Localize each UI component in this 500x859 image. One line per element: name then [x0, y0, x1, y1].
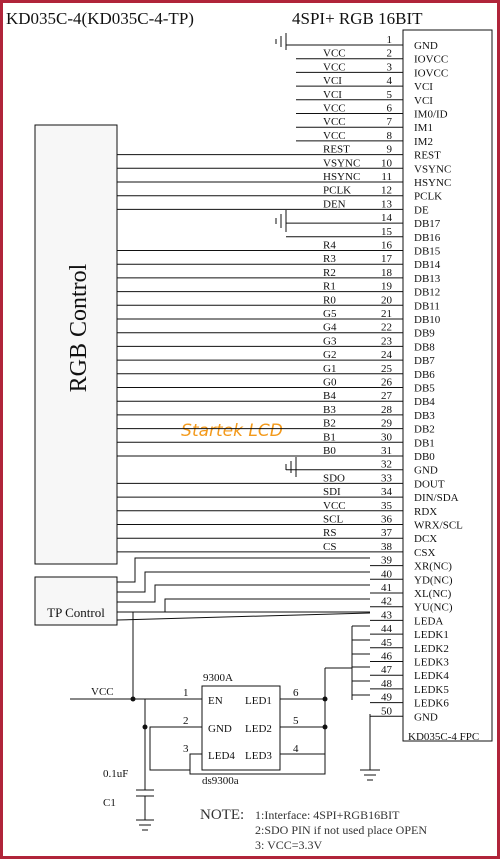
driver-name: 9300A [203, 672, 233, 684]
driver-pin-led3: LED3 [245, 750, 272, 762]
fpc-pin-number-3: 3 [386, 61, 392, 74]
net-label-11: HSYNC [323, 171, 361, 183]
fpc-pin-name-17: DB14 [414, 259, 441, 272]
driver-pin-num-1: 1 [183, 687, 189, 699]
fpc-pin-number-35: 35 [381, 499, 392, 512]
fpc-pin-number-45: 45 [381, 636, 392, 649]
fpc-pin-number-39: 39 [381, 554, 392, 567]
fpc-pin-name-1: GND [414, 40, 438, 52]
fpc-pin-number-23: 23 [381, 335, 392, 348]
fpc-pin-number-16: 16 [381, 239, 392, 252]
fpc-pin-name-12: PCLK [414, 190, 443, 203]
fpc-pin-number-34: 34 [381, 486, 392, 499]
note-line-2: 2:SDO PIN if not used place OPEN [255, 823, 427, 837]
fpc-pin-number-43: 43 [381, 609, 392, 622]
fpc-pin-number-12: 12 [381, 184, 392, 197]
rgb-control-label: RGB Control [66, 263, 92, 393]
fpc-pin-number-22: 22 [381, 321, 392, 334]
fpc-pin-name-21: DB10 [414, 314, 441, 326]
fpc-pin-name-9: REST [414, 149, 441, 162]
fpc-pin-name-8: IM2 [414, 135, 433, 148]
fpc-pin-number-11: 11 [381, 171, 392, 183]
net-label-25: G1 [323, 362, 337, 375]
fpc-pin-name-30: DB1 [414, 437, 435, 450]
net-label-19: R1 [323, 280, 336, 293]
fpc-pin-name-22: DB9 [414, 327, 435, 340]
fpc-pin-number-5: 5 [386, 88, 392, 101]
led-wiring [133, 612, 370, 700]
net-label-28: B3 [323, 403, 336, 416]
title-model: KD035C-4(KD035C-4-TP) [6, 9, 194, 28]
fpc-pin-number-7: 7 [386, 116, 392, 129]
driver-pin-num-4: 4 [293, 743, 299, 755]
driver-part: ds9300a [202, 775, 239, 787]
driver-pin-led1: LED1 [245, 695, 272, 707]
fpc-pin-number-8: 8 [386, 129, 392, 142]
driver-pin-en: EN [208, 695, 223, 707]
fpc-pin-name-44: LEDK1 [414, 629, 449, 642]
net-label-29: B2 [323, 417, 336, 430]
net-label-37: RS [323, 527, 337, 540]
ground-symbol-pin50 [360, 714, 380, 780]
net-label-12: PCLK [323, 184, 352, 197]
fpc-pin-name-47: LEDK4 [414, 670, 449, 683]
fpc-pin-name-14: DB17 [414, 218, 441, 231]
fpc-pin-number-47: 47 [381, 664, 392, 677]
tp-control-wires [117, 558, 370, 620]
fpc-pin-number-29: 29 [381, 417, 392, 430]
net-label-13: DEN [323, 198, 346, 211]
fpc-pin-name-39: XR(NC) [414, 560, 452, 573]
fpc-pin-name-29: DB2 [414, 423, 435, 436]
driver-pin-led2: LED2 [245, 723, 272, 735]
net-label-33: SDO [323, 472, 346, 485]
fpc-pin-name-48: LEDK5 [414, 683, 449, 696]
fpc-pin-number-27: 27 [381, 390, 392, 403]
note-line-1: 1:Interface: 4SPI+RGB16BIT [255, 808, 400, 822]
fpc-pin-name-41: XL(NC) [414, 588, 452, 600]
fpc-pin-number-25: 25 [381, 362, 392, 375]
driver-pin-num-2: 2 [183, 715, 189, 727]
fpc-pin-number-1: 1 [386, 34, 392, 46]
net-label-18: R2 [323, 266, 336, 279]
fpc-label: KD035C-4 FPC [408, 731, 480, 743]
fpc-pin-name-20: DB11 [414, 300, 440, 313]
fpc-pin-name-24: DB7 [414, 355, 435, 368]
driver-pin-num-3: 3 [183, 743, 189, 755]
fpc-pin-name-45: LEDK2 [414, 642, 449, 655]
net-label-3: VCC [323, 61, 346, 74]
fpc-pin-name-16: DB15 [414, 245, 441, 258]
net-label-8: VCC [323, 129, 346, 142]
fpc-pin-name-28: DB3 [414, 409, 435, 422]
vcc-junction-dot [131, 697, 136, 702]
net-label-23: G3 [323, 335, 337, 348]
driver-pin-num-5: 5 [293, 715, 299, 727]
fpc-pin-number-24: 24 [381, 349, 392, 362]
net-label-22: G4 [323, 321, 337, 334]
fpc-pin-number-33: 33 [381, 472, 392, 485]
fpc-pin-number-42: 42 [381, 595, 392, 608]
fpc-pin-name-38: CSX [414, 546, 436, 559]
fpc-pin-name-50: GND [414, 711, 438, 724]
led-junction-dot-1 [323, 697, 328, 702]
vcc-label: VCC [91, 686, 114, 698]
fpc-pin-number-50: 50 [381, 705, 392, 718]
fpc-pin-number-49: 49 [381, 691, 392, 704]
fpc-pin-name-6: IM0/ID [414, 108, 448, 121]
fpc-pin-name-40: YD(NC) [414, 574, 453, 587]
fpc-pin-name-26: DB5 [414, 382, 435, 395]
ground-symbol-pin32 [286, 457, 296, 477]
net-label-17: R3 [323, 253, 336, 266]
driver-pin-led4: LED4 [208, 750, 235, 762]
net-label-26: G0 [323, 376, 337, 389]
fpc-pin-number-19: 19 [381, 280, 392, 293]
fpc-pin-name-27: DB4 [414, 396, 435, 409]
fpc-pin-name-2: IOVCC [414, 53, 449, 66]
fpc-pin-name-13: DE [414, 204, 429, 217]
net-label-6: VCC [323, 102, 346, 115]
driver-pin-num-6: 6 [293, 687, 299, 699]
fpc-pin-group [117, 34, 463, 723]
fpc-pin-number-17: 17 [381, 253, 392, 266]
fpc-pin-name-4: VCI [414, 81, 433, 94]
fpc-pin-number-26: 26 [381, 376, 392, 389]
fpc-pin-name-23: DB8 [414, 341, 435, 354]
net-label-27: B4 [323, 390, 336, 403]
net-label-34: SDI [323, 486, 341, 499]
net-label-24: G2 [323, 349, 337, 362]
cap-ref: C1 [103, 797, 116, 809]
gnd-junction-dot [143, 725, 148, 730]
fpc-pin-name-15: DB16 [414, 231, 441, 244]
net-label-7: VCC [323, 116, 346, 129]
fpc-pin-name-36: WRX/SCL [414, 519, 463, 532]
ground-symbol-pin14 [276, 210, 286, 232]
net-label-31: B0 [323, 445, 336, 457]
fpc-pin-name-7: IM1 [414, 122, 433, 135]
cap-value: 0.1uF [103, 768, 129, 780]
fpc-pin-name-3: IOVCC [414, 67, 449, 80]
fpc-pin-name-37: DCX [414, 533, 438, 546]
fpc-pin-name-5: VCI [414, 94, 433, 107]
net-label-20: R0 [323, 294, 336, 307]
fpc-pin-number-9: 9 [386, 143, 392, 156]
fpc-pin-number-32: 32 [381, 458, 392, 471]
fpc-pin-number-15: 15 [381, 225, 392, 238]
fpc-pin-number-18: 18 [381, 266, 392, 279]
net-label-21: G5 [323, 308, 337, 320]
net-label-5: VCI [323, 88, 342, 101]
fpc-pin-number-44: 44 [381, 623, 392, 636]
fpc-pin-name-35: RDX [414, 505, 438, 518]
fpc-pin-name-25: DB6 [414, 368, 435, 381]
ground-symbol-pin1 [276, 33, 286, 50]
fpc-pin-number-30: 30 [381, 431, 392, 444]
fpc-pin-name-10: VSYNC [414, 163, 452, 176]
net-label-38: CS [323, 540, 337, 553]
fpc-pin-name-43: LEDA [414, 615, 444, 628]
fpc-pin-number-14: 14 [381, 212, 392, 225]
net-label-36: SCL [323, 513, 344, 526]
fpc-pin-number-10: 10 [381, 157, 392, 170]
fpc-pin-number-36: 36 [381, 513, 392, 526]
driver-pin-gnd: GND [208, 723, 232, 735]
fpc-pin-number-38: 38 [381, 540, 392, 553]
fpc-pin-number-2: 2 [386, 47, 392, 60]
net-label-35: VCC [323, 499, 346, 512]
net-label-4: VCI [323, 75, 342, 88]
title-interface: 4SPI+ RGB 16BIT [292, 9, 423, 28]
fpc-pin-name-32: GND [414, 464, 438, 477]
fpc-pin-number-37: 37 [381, 527, 392, 540]
watermark: Startek LCD [181, 421, 283, 441]
net-label-16: R4 [323, 239, 336, 252]
fpc-pin-number-40: 40 [381, 568, 392, 581]
note-heading: NOTE: [200, 807, 245, 823]
fpc-pin-name-33: DOUT [414, 478, 445, 491]
fpc-pin-number-21: 21 [381, 308, 392, 320]
net-label-2: VCC [323, 47, 346, 60]
fpc-pin-number-6: 6 [386, 102, 392, 115]
net-label-30: B1 [323, 431, 336, 444]
fpc-pin-number-28: 28 [381, 403, 392, 416]
led-junction-dot-2 [323, 725, 328, 730]
fpc-pin-number-4: 4 [386, 75, 392, 88]
fpc-pin-number-20: 20 [381, 294, 392, 307]
net-label-10: VSYNC [323, 157, 361, 170]
fpc-pin-name-49: LEDK6 [414, 697, 449, 710]
note-line-3: 3: VCC=3.3V [255, 838, 323, 852]
fpc-pin-number-13: 13 [381, 198, 392, 211]
net-label-9: REST [323, 143, 350, 156]
fpc-pin-name-18: DB13 [414, 272, 441, 285]
fpc-pin-number-46: 46 [381, 650, 392, 663]
fpc-pin-name-42: YU(NC) [414, 601, 453, 614]
tp-control-label: TP Control [47, 605, 105, 620]
fpc-pin-number-31: 31 [381, 445, 392, 457]
fpc-pin-name-34: DIN/SDA [414, 492, 459, 505]
fpc-pin-number-48: 48 [381, 677, 392, 690]
fpc-pin-name-31: DB0 [414, 451, 435, 463]
fpc-pin-name-46: LEDK3 [414, 656, 449, 669]
fpc-pin-name-11: HSYNC [414, 177, 452, 189]
fpc-pin-number-41: 41 [381, 582, 392, 594]
fpc-pin-name-19: DB12 [414, 286, 441, 299]
